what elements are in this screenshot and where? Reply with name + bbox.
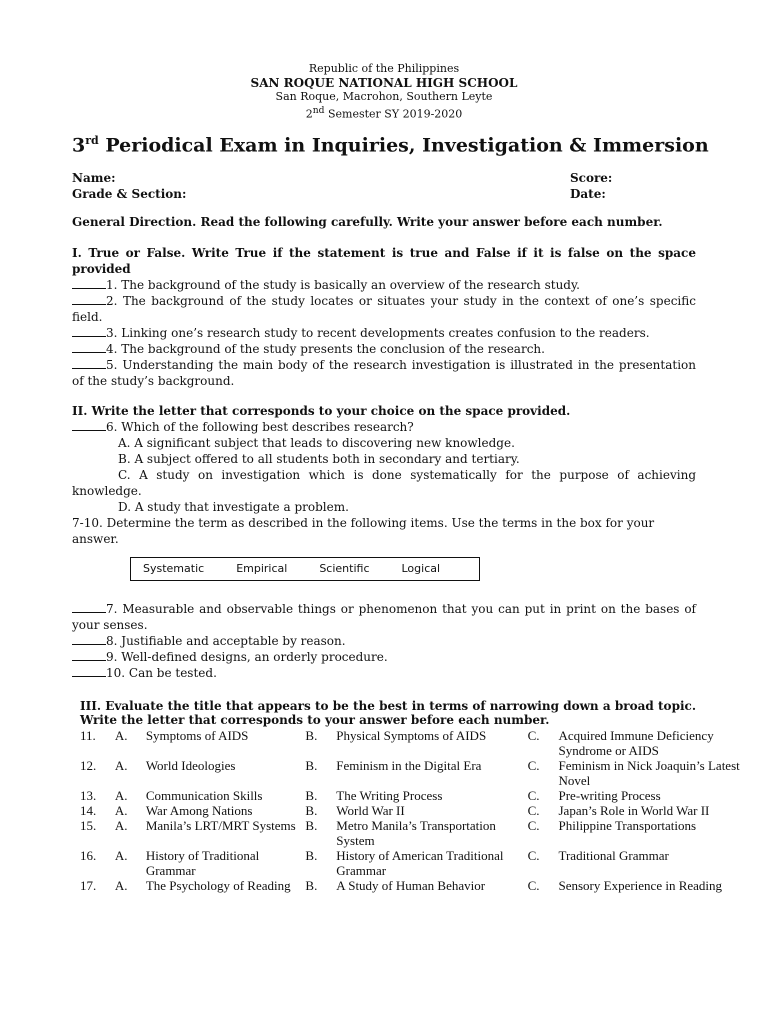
letter-c: C. [527, 877, 540, 893]
letter-b: B. [305, 817, 318, 833]
school-name: SAN ROQUE NATIONAL HIGH SCHOOL [250, 76, 518, 90]
option-a: Symptoms of AIDS [145, 727, 249, 743]
option-a: World Ideologies [145, 757, 236, 773]
general-direction: General Direction. Read the following carefully. Write your answer before each number. [72, 214, 663, 229]
letter-a: A. [114, 727, 128, 743]
letter-a: A. [114, 877, 128, 893]
option-b: Physical Symptoms of AIDS [336, 727, 487, 743]
question-item: 1. The background of the study is basically an overview of the research study. [72, 277, 696, 293]
term: Empirical [236, 562, 288, 576]
letter-b: B. [305, 787, 318, 803]
letter-c: C. [527, 787, 540, 803]
question-item: 4. The background of the study presents the conclusion of the research. [72, 341, 696, 357]
option-c: Acquired Immune Deficiency Syndrome or AIDS [558, 727, 714, 758]
score-label: Score: [570, 170, 613, 185]
choice-row [72, 848, 752, 878]
choice-option: A. A significant subject that leads to discovering new knowledge. [118, 435, 515, 450]
section1-heading: I. True or False. Write True if the statement is true and False if it is false on the space provided [72, 245, 696, 276]
option-a: Communication Skills [145, 787, 263, 803]
answer-blank[interactable] [72, 601, 106, 613]
section-true-false [72, 245, 696, 389]
option-b: World War II [336, 802, 405, 818]
choice-option: B. A subject offered to all students both in secondary and tertiary. [118, 451, 520, 466]
option-a: History of Traditional Grammar [145, 847, 260, 878]
exam-title: 3rd Periodical Exam in Inquiries, Investigation & Immersion [72, 133, 709, 156]
answer-blank[interactable] [72, 325, 106, 337]
choice-row [72, 803, 752, 818]
school-header [72, 62, 696, 122]
item-number: 17. [80, 877, 97, 893]
letter-b: B. [305, 727, 318, 743]
option-b: A Study of Human Behavior [336, 877, 486, 893]
option-c: Sensory Experience in Reading [558, 877, 723, 893]
letter-c: C. [527, 817, 540, 833]
choice-row [72, 788, 752, 803]
item-number: 16. [80, 847, 97, 863]
option-c: Traditional Grammar [558, 847, 669, 863]
exam-page [72, 62, 740, 893]
option-c: Philippine Transportations [558, 817, 697, 833]
choice-row [72, 728, 752, 758]
answer-blank[interactable] [72, 419, 106, 431]
option-a: The Psychology of Reading [145, 877, 291, 893]
letter-a: A. [114, 817, 128, 833]
option-b: Feminism in the Digital Era [336, 757, 482, 773]
item-number: 14. [80, 802, 97, 818]
answer-blank[interactable] [72, 665, 106, 677]
answer-blank[interactable] [72, 649, 106, 661]
letter-c: C. [527, 727, 540, 743]
letter-c: C. [527, 802, 540, 818]
term: Scientific [319, 562, 370, 576]
semester-line: 2nd Semester SY 2019-2020 [305, 105, 463, 121]
question-item: 2. The background of the study locates or situates your study in the context of one’s specific field. [72, 293, 696, 324]
choice-option: D. A study that investigate a problem. [118, 499, 349, 514]
section-multiple-choice [72, 403, 696, 681]
answer-blank[interactable] [72, 357, 106, 369]
letter-a: A. [114, 787, 128, 803]
item-number: 15. [80, 817, 97, 833]
student-info [72, 170, 696, 202]
school-address: San Roque, Macrohon, Southern Leyte [275, 90, 493, 103]
question-item: 10. Can be tested. [72, 665, 696, 681]
letter-b: B. [305, 757, 318, 773]
term: Logical [401, 562, 441, 576]
letter-a: A. [114, 757, 128, 773]
choice-row [72, 818, 752, 848]
item-number: 11. [80, 727, 96, 743]
option-b: Metro Manila’s Transportation System [336, 817, 496, 848]
grade-label: Grade & Section: [72, 186, 187, 201]
terms-box [130, 557, 480, 581]
option-a: Manila’s LRT/MRT Systems [145, 817, 296, 833]
term: Systematic [143, 562, 205, 576]
letter-c: C. [527, 757, 540, 773]
letter-a: A. [114, 802, 128, 818]
question-item: 6. Which of the following best describes research? [72, 419, 696, 435]
letter-c: C. [527, 847, 540, 863]
section3-heading: III. Evaluate the title that appears to be the best in terms of narrowing down a broad topic. Write the letter that corresponds to your answer before each number. [80, 698, 696, 727]
item-number: 13. [80, 787, 97, 803]
question-item: 9. Well-defined designs, an orderly procedure. [72, 649, 696, 665]
choice-row [72, 758, 752, 788]
letter-a: A. [114, 847, 128, 863]
option-c: Pre-writing Process [558, 787, 661, 803]
question-item: 5. Understanding the main body of the research investigation is illustrated in the presentation of the study’s background. [72, 357, 696, 388]
answer-blank[interactable] [72, 633, 106, 645]
answer-blank[interactable] [72, 277, 106, 289]
letter-b: B. [305, 802, 318, 818]
letter-b: B. [305, 847, 318, 863]
letter-b: B. [305, 877, 318, 893]
name-label: Name: [72, 170, 116, 185]
answer-blank[interactable] [72, 293, 106, 305]
option-b: History of American Traditional Grammar [336, 847, 504, 878]
choice-row [72, 878, 752, 893]
date-label: Date: [570, 186, 606, 201]
answer-blank[interactable] [72, 341, 106, 353]
option-c: Japan’s Role in World War II [558, 802, 710, 818]
choice-option: C. A study on investigation which is done systematically for the purpose of achieving knowledge. [72, 467, 696, 498]
question-item: 8. Justifiable and acceptable by reason. [72, 633, 696, 649]
question-item: 3. Linking one’s research study to recent developments creates confusion to the readers. [72, 325, 696, 341]
terms-intro: 7-10. Determine the term as described in the following items. Use the terms in the box for your answer. [72, 515, 655, 546]
title-choices-table [72, 728, 752, 893]
option-c: Feminism in Nick Joaquin’s Latest Novel [558, 757, 740, 788]
question-item: 7. Measurable and observable things or phenomenon that you can put in print on the bases of your senses. [72, 601, 696, 632]
option-b: The Writing Process [336, 787, 443, 803]
republic-line: Republic of the Philippines [308, 62, 460, 75]
section2-heading: II. Write the letter that corresponds to your choice on the space provided. [72, 403, 571, 418]
option-a: War Among Nations [145, 802, 253, 818]
item-number: 12. [80, 757, 97, 773]
